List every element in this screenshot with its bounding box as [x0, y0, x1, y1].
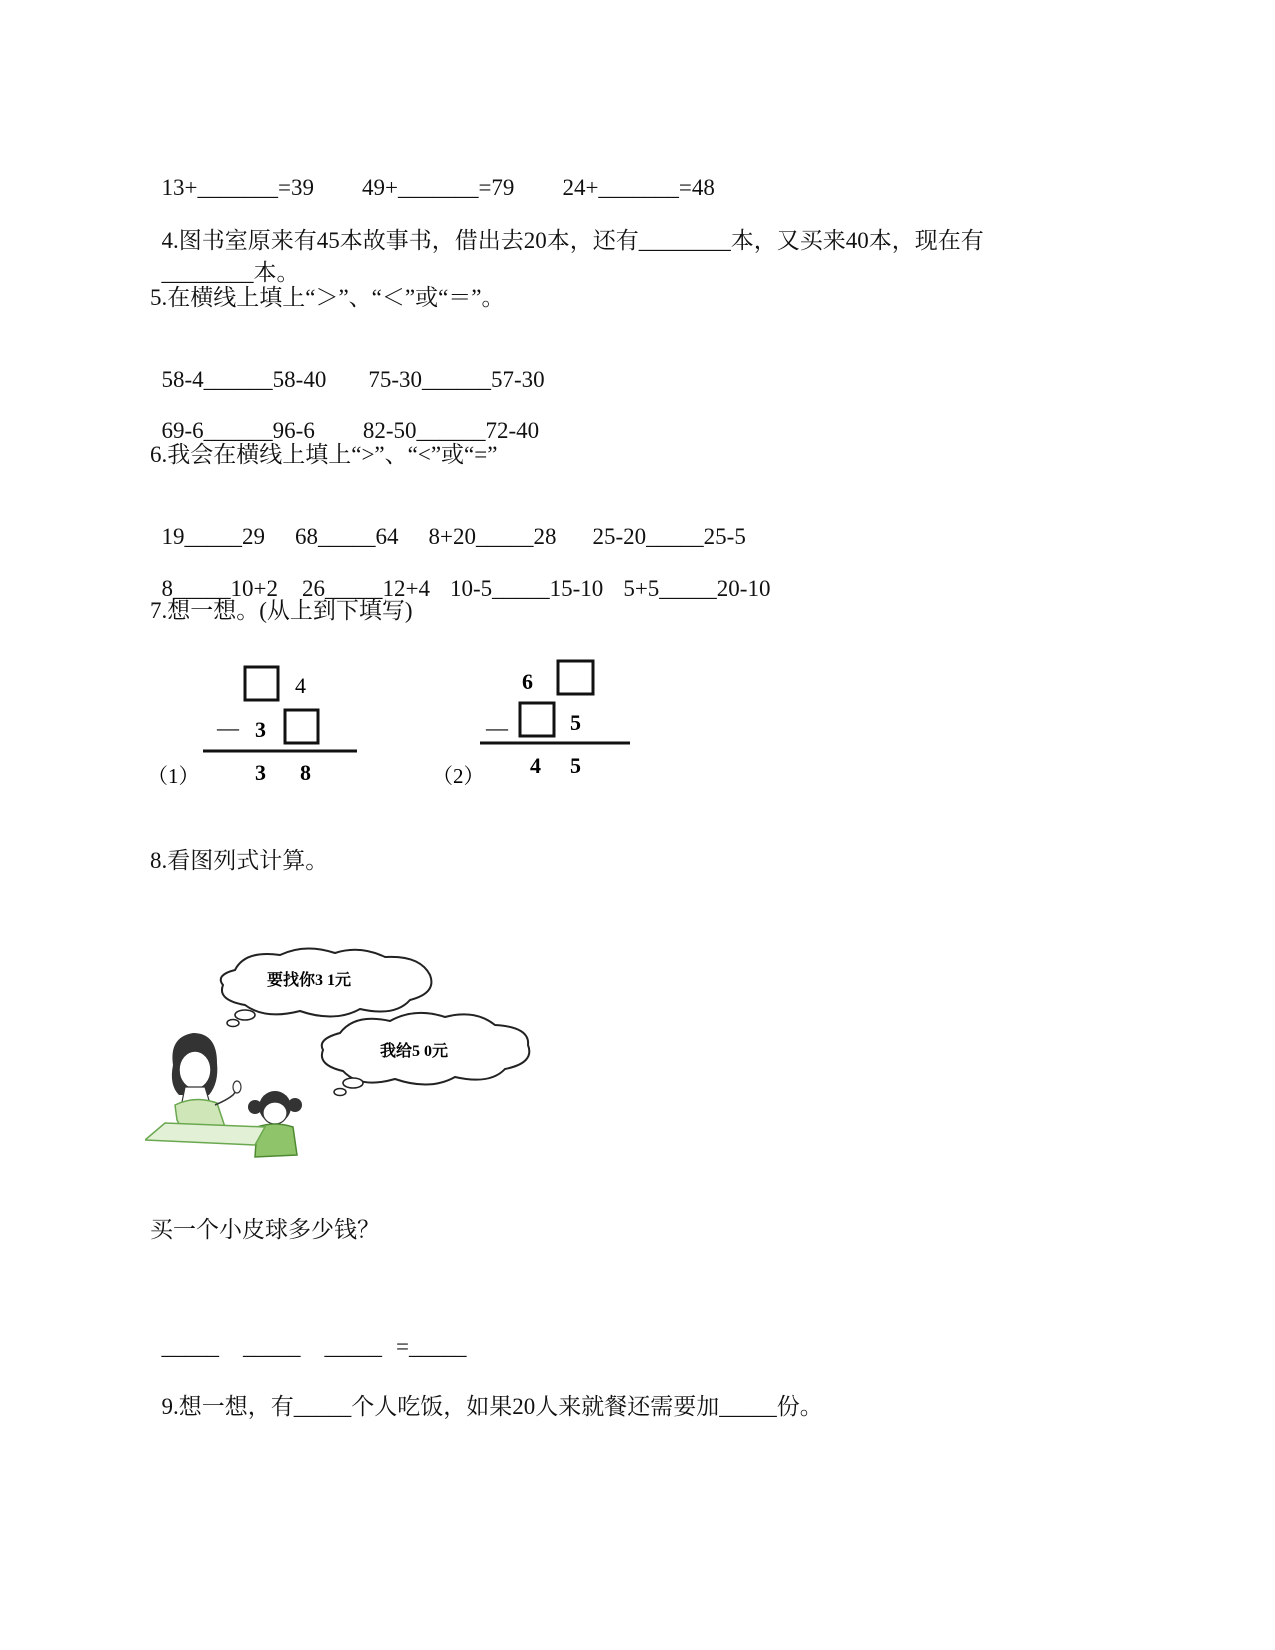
- q5-expr: 72-40: [485, 418, 540, 443]
- q6-expr: 20-10: [716, 576, 771, 601]
- q4-text-b: 本，又买来40本，现在有: [730, 228, 984, 253]
- q7-figure-2: [430, 655, 660, 811]
- q5-expr: 96-6: [272, 418, 315, 443]
- q6-expr: 26: [301, 576, 325, 601]
- q6-expr: 5+5: [623, 576, 660, 601]
- q6-expr: 64: [375, 524, 399, 549]
- answer-blank[interactable]: _____: [719, 1394, 777, 1419]
- q7-fig2-label: （2）: [432, 764, 485, 788]
- q6-expr: 12+4: [382, 576, 430, 601]
- q8-title: 8.看图列式计算。: [150, 848, 329, 873]
- q4-line-2: [150, 228, 300, 288]
- answer-blank[interactable]: ______: [203, 367, 273, 392]
- q6-expr: 8: [161, 576, 173, 601]
- q3-expr-3-right: =48: [678, 175, 715, 200]
- q3-row: [150, 143, 715, 203]
- answer-blank[interactable]: _____: [161, 1334, 219, 1359]
- answer-blank[interactable]: _____: [243, 1334, 301, 1359]
- answer-box[interactable]: [245, 667, 278, 700]
- speech-bubble-1: [221, 948, 432, 1026]
- speech-bubble-2: [322, 1013, 530, 1096]
- q3-expr-2-right: =79: [478, 175, 515, 200]
- q7-title: 7.想一想。(从上到下填写): [150, 598, 413, 623]
- q3-expr-1-left: 13+: [161, 175, 198, 200]
- answer-box[interactable]: [520, 703, 554, 736]
- q7-fig1-result-2: 8: [300, 760, 311, 785]
- q8-illustration: [145, 945, 545, 1176]
- q6-expr: 25-5: [703, 524, 746, 549]
- answer-blank[interactable]: _____: [408, 1334, 467, 1359]
- q8-equation-row: [150, 1302, 466, 1362]
- q5-title: 5.在横线上填上“＞”、“＜”或“＝”。: [150, 285, 505, 310]
- q4-text-a: 4.图书室原来有45本故事书，借出去20本，还有: [161, 228, 639, 253]
- answer-blank[interactable]: ________: [161, 260, 254, 285]
- q7-fig2-sub-digit: 5: [570, 710, 581, 735]
- q5-expr: 69-6: [161, 418, 204, 443]
- answer-blank[interactable]: ______: [416, 418, 486, 443]
- q7-fig1-result-1: 3: [255, 760, 266, 785]
- q6-row-2: [150, 544, 770, 604]
- teacher-figure: [172, 1033, 241, 1135]
- answer-blank[interactable]: _____: [475, 524, 534, 549]
- answer-blank[interactable]: _______: [397, 175, 479, 200]
- q9-text-b: 个人吃饭，如果20人来就餐还需要加: [351, 1394, 720, 1419]
- answer-blank[interactable]: _____: [492, 576, 550, 601]
- q7-figure-1: [145, 655, 375, 811]
- q6-expr: 10+2: [230, 576, 278, 601]
- q6-expr: 29: [242, 524, 265, 549]
- q6-row-1: [150, 492, 746, 552]
- bubble-1-text: 要找你3 1元: [267, 972, 352, 989]
- q8-question: 买一个小皮球多少钱？: [150, 1217, 380, 1242]
- answer-blank[interactable]: _____: [324, 1334, 382, 1359]
- answer-box[interactable]: [285, 710, 318, 743]
- q7-fig2-result-1: 4: [530, 753, 541, 778]
- q9-line: [150, 1362, 823, 1422]
- bubble-2-text: 我给5 0元: [380, 1043, 449, 1060]
- table-shape: [145, 1123, 265, 1145]
- q3-expr-1-right: =39: [277, 175, 314, 200]
- q6-expr: 8+20: [428, 524, 476, 549]
- q6-expr: 25-20: [592, 524, 647, 549]
- answer-blank[interactable]: ________: [638, 228, 731, 253]
- q5-expr: 58-4: [161, 367, 204, 392]
- q7-fig1-sub-digit: 3: [255, 717, 266, 742]
- q7-fig2-result-2: 5: [570, 753, 581, 778]
- q6-expr: 19: [161, 524, 185, 549]
- answer-blank[interactable]: _____: [293, 1394, 352, 1419]
- equals-sign: =: [396, 1334, 409, 1359]
- answer-blank[interactable]: ______: [203, 418, 273, 443]
- q6-title: 6.我会在横线上填上“>”、“<”或“=”: [150, 442, 498, 467]
- answer-box[interactable]: [558, 661, 593, 694]
- answer-blank[interactable]: _____: [184, 524, 242, 549]
- q5-expr: 75-30: [368, 367, 423, 392]
- q5-expr: 58-40: [272, 367, 327, 392]
- answer-blank[interactable]: _____: [659, 576, 717, 601]
- answer-blank[interactable]: _____: [318, 524, 376, 549]
- q6-expr: 10-5: [449, 576, 493, 601]
- answer-blank[interactable]: _______: [598, 175, 679, 200]
- minus-sign: —: [486, 715, 508, 740]
- girl-figure: [248, 1091, 302, 1157]
- answer-blank[interactable]: _____: [646, 524, 704, 549]
- q7-fig1-top-digit: 4: [295, 673, 306, 698]
- q3-expr-2-left: 49+: [361, 175, 398, 200]
- q9-text-a: 9.想一想，有: [161, 1394, 294, 1419]
- answer-blank[interactable]: ______: [422, 367, 492, 392]
- q6-expr: 15-10: [549, 576, 604, 601]
- q6-expr: 28: [533, 524, 557, 549]
- answer-blank[interactable]: _____: [324, 576, 383, 601]
- q6-expr: 68: [295, 524, 318, 549]
- q7-fig1-label: （1）: [147, 764, 200, 788]
- answer-blank[interactable]: _____: [173, 576, 231, 601]
- q5-row-2: [150, 386, 539, 446]
- q5-expr: 82-50: [362, 418, 417, 443]
- q4-text-c: 本。: [253, 260, 300, 285]
- answer-blank[interactable]: _______: [197, 175, 278, 200]
- q5-expr: 57-30: [491, 367, 545, 392]
- q7-fig2-top-digit: 6: [522, 669, 533, 694]
- q3-expr-3-left: 24+: [562, 175, 599, 200]
- minus-sign: —: [217, 715, 239, 740]
- q9-text-c: 份。: [776, 1394, 823, 1419]
